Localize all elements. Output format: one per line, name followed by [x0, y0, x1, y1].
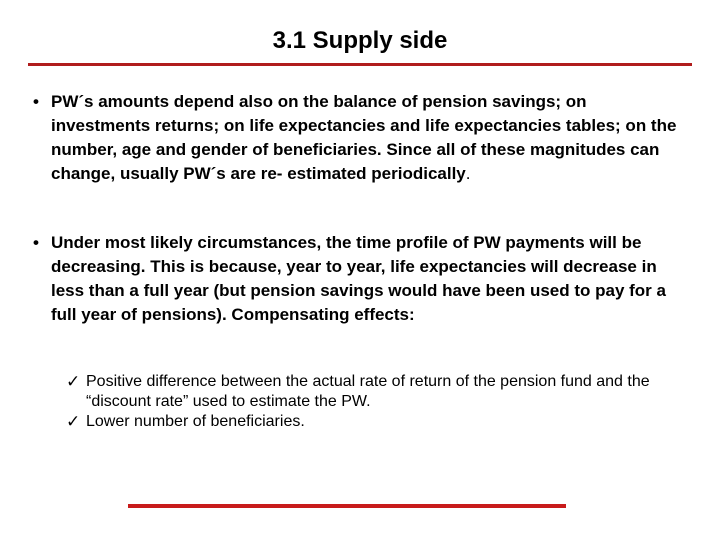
checklist-item-text: Positive difference between the actual rate of return of the pension fund and the “discount rate” used to estimate the PW.	[86, 373, 650, 410]
checklist-item	[66, 372, 686, 412]
bullet-text-container	[51, 90, 683, 186]
bullet-item	[33, 90, 683, 186]
checkmark-icon: ✓	[66, 412, 81, 431]
title-underline	[28, 63, 692, 66]
checkmark-icon: ✓	[66, 372, 81, 391]
bullet-text: PW´s amounts depend also on the balance of pension savings; on investments returns; on life expectancies and life expectancies tables; on the number, age and gender of beneficiaries. Since all of these magnitudes can change, usually PW´s are re- estimated periodically	[51, 92, 677, 183]
bullet-item	[33, 231, 683, 327]
bullet-text-end: .	[465, 164, 471, 183]
slide-title: 3.1 Supply side	[272, 27, 448, 54]
bullet-marker: •	[33, 233, 39, 252]
bullet-marker: •	[33, 92, 39, 111]
footer-divider	[128, 504, 566, 508]
checklist-item-text: Lower number of beneficiaries.	[86, 413, 305, 430]
checklist	[66, 372, 686, 432]
checklist-item	[66, 412, 686, 432]
bullet-text: Under most likely circumstances, the time profile of PW payments will be decreasing. This is because, year to year, life expectancies will decrease in less than a full year (but pension savings would have been used to pay for a full year of pensions). Compensating effects:	[51, 233, 666, 324]
